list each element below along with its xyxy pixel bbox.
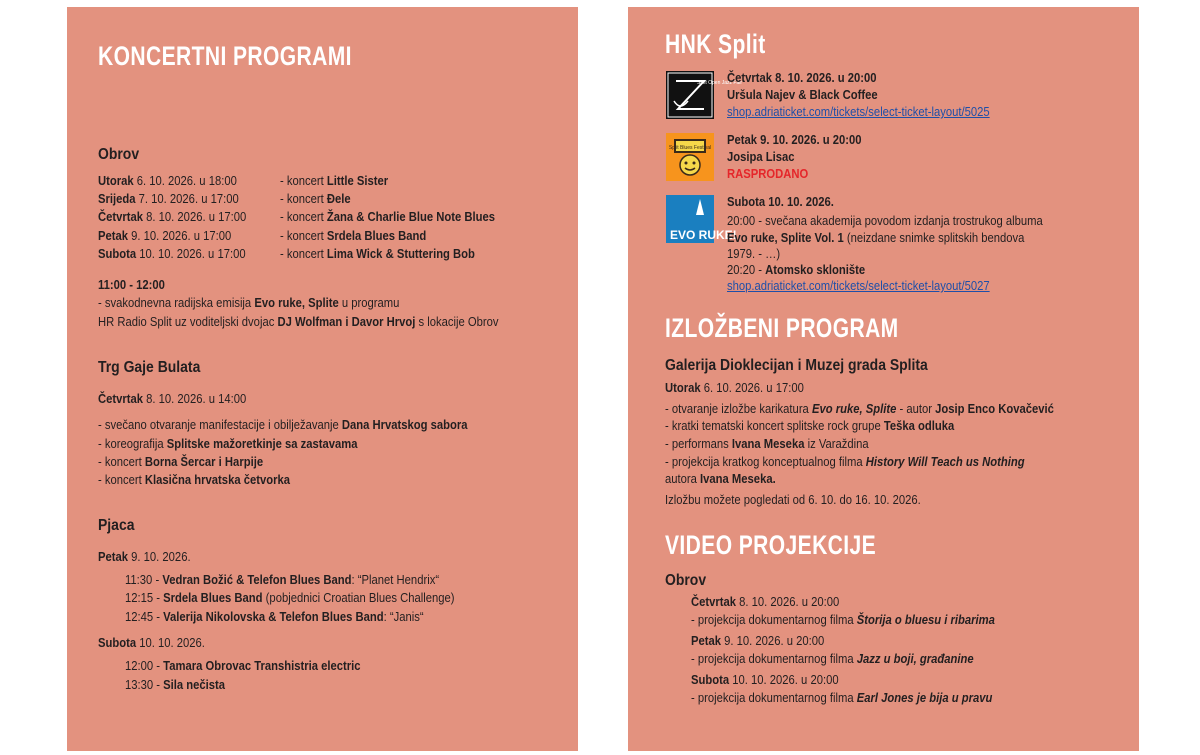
event-act: Uršula Najev & Black Coffee	[727, 88, 878, 102]
video-film: - projekcija dokumentarnog filma Earl Jones je bija u pravu	[691, 691, 993, 705]
exhibition-note: Izložbu možete pogledati od 6. 10. do 16. 10. 2026.	[665, 493, 921, 507]
list-item: - projekcija kratkog konceptualnog filma History Will Teach us Nothing	[665, 455, 1025, 469]
left-page	[67, 7, 578, 751]
trg-date: Četvrtak 8. 10. 2026. u 14:00	[98, 392, 247, 406]
logo-text: EVO RUKE!	[670, 228, 737, 242]
event-line: 20:00 - svečana akademija povodom izdanja trostrukog albuma	[727, 214, 1043, 228]
list-item: 12:45 - Valerija Nikolovska & Telefon Blues Band: “Janis“	[125, 610, 424, 624]
logo-text: Split Open Jazz Fair	[697, 80, 743, 86]
list-item: 12:15 - Srdela Blues Band (pobjednici Croatian Blues Challenge)	[125, 591, 455, 605]
event-line: Evo ruke, Splite Vol. 1 (neizdane snimke splitskih bendova	[727, 231, 1025, 245]
evo-ruke-logo	[666, 195, 737, 243]
list-item: - koreografija Splitske mažoretkinje sa zastavama	[98, 437, 358, 451]
video-date: Četvrtak 8. 10. 2026. u 20:00	[691, 595, 840, 609]
list-item: 12:00 - Tamara Obrovac Transhistria electric	[125, 659, 361, 673]
pjaca-heading: Pjaca	[98, 517, 135, 534]
gallery-heading: Galerija Dioklecijan i Muzej grada Splita	[665, 357, 928, 374]
event-line: 1979. - …)	[727, 247, 781, 261]
list-item: - svečano otvaranje manifestacije i obilježavanje Dana Hrvatskog sabora	[98, 418, 468, 432]
list-item: 13:30 - Sila nečista	[125, 678, 226, 692]
schedule-act: - koncert Little Sister	[280, 174, 389, 188]
hnk-title: HNK Split	[665, 29, 766, 59]
video-film: - projekcija dokumentarnog filma Jazz u boji, građanine	[691, 652, 974, 666]
logo-text: Split Blues Festival	[668, 145, 712, 151]
list-item: - kratki tematski koncert splitske rock grupe Teška odluka	[665, 419, 955, 433]
event-act: Josipa Lisac	[727, 150, 795, 164]
blues-festival-logo	[666, 133, 714, 181]
ticket-link-5025[interactable]: shop.adriaticket.com/tickets/select-ticket-layout/5025	[727, 105, 990, 119]
event-date: Petak 9. 10. 2026. u 20:00	[727, 133, 862, 147]
pjaca-date-2: Subota 10. 10. 2026.	[98, 636, 205, 650]
video-date: Subota 10. 10. 2026. u 20:00	[691, 673, 839, 687]
sold-out-badge: RASPRODANO	[727, 167, 809, 181]
concert-programs-title: KONCERTNI PROGRAMI	[98, 41, 352, 71]
schedule-date: Srijeda 7. 10. 2026. u 17:00	[98, 192, 239, 206]
radio-time: 11:00 - 12:00	[98, 278, 165, 292]
video-obrov-heading: Obrov	[665, 572, 707, 589]
exhibition-title: IZLOŽBENI PROGRAM	[665, 313, 899, 343]
video-date: Petak 9. 10. 2026. u 20:00	[691, 634, 825, 648]
list-item: - performans Ivana Meseka iz Varaždina	[665, 437, 869, 451]
exhibition-date: Utorak 6. 10. 2026. u 17:00	[665, 381, 804, 395]
list-item: autora Ivana Meseka.	[665, 472, 776, 486]
schedule-date: Petak 9. 10. 2026. u 17:00	[98, 229, 232, 243]
right-page	[628, 7, 1139, 751]
obrov-heading: Obrov	[98, 146, 140, 163]
event-date: Četvrtak 8. 10. 2026. u 20:00	[727, 71, 877, 85]
ticket-link-5027[interactable]: shop.adriaticket.com/tickets/select-ticket-layout/5027	[727, 279, 990, 293]
list-item: - koncert Klasična hrvatska četvorka	[98, 473, 290, 487]
radio-line-1: - svakodnevna radijska emisija Evo ruke, Splite u programu	[98, 296, 400, 310]
event-line: 20:20 - Atomsko sklonište	[727, 263, 866, 277]
schedule-act: - koncert Đele	[280, 192, 351, 206]
trg-heading: Trg Gaje Bulata	[98, 359, 201, 376]
schedule-act: - koncert Lima Wick & Stuttering Bob	[280, 247, 475, 261]
schedule-act: - koncert Žana & Charlie Blue Note Blues	[280, 210, 496, 224]
jazz-fair-logo	[666, 71, 743, 119]
list-item: - koncert Borna Šercar i Harpije	[98, 455, 264, 469]
list-item: 11:30 - Vedran Božić & Telefon Blues Band: “Planet Hendrix“	[125, 573, 440, 587]
schedule-date: Četvrtak 8. 10. 2026. u 17:00	[98, 210, 247, 224]
event-date: Subota 10. 10. 2026.	[727, 195, 834, 209]
schedule-date: Subota 10. 10. 2026. u 17:00	[98, 247, 246, 261]
schedule-date: Utorak 6. 10. 2026. u 18:00	[98, 174, 237, 188]
video-film: - projekcija dokumentarnog filma Štorija o bluesu i ribarima	[691, 613, 995, 627]
list-item: - otvaranje izložbe karikatura Evo ruke, Splite - autor Josip Enco Kovačević	[665, 402, 1054, 416]
schedule-act: - koncert Srdela Blues Band	[280, 229, 427, 243]
radio-line-2: HR Radio Split uz voditeljski dvojac DJ Wolfman i Davor Hrvoj s lokacije Obrov	[98, 315, 499, 329]
video-title: VIDEO PROJEKCIJE	[665, 530, 877, 560]
pjaca-date-1: Petak 9. 10. 2026.	[98, 550, 191, 564]
